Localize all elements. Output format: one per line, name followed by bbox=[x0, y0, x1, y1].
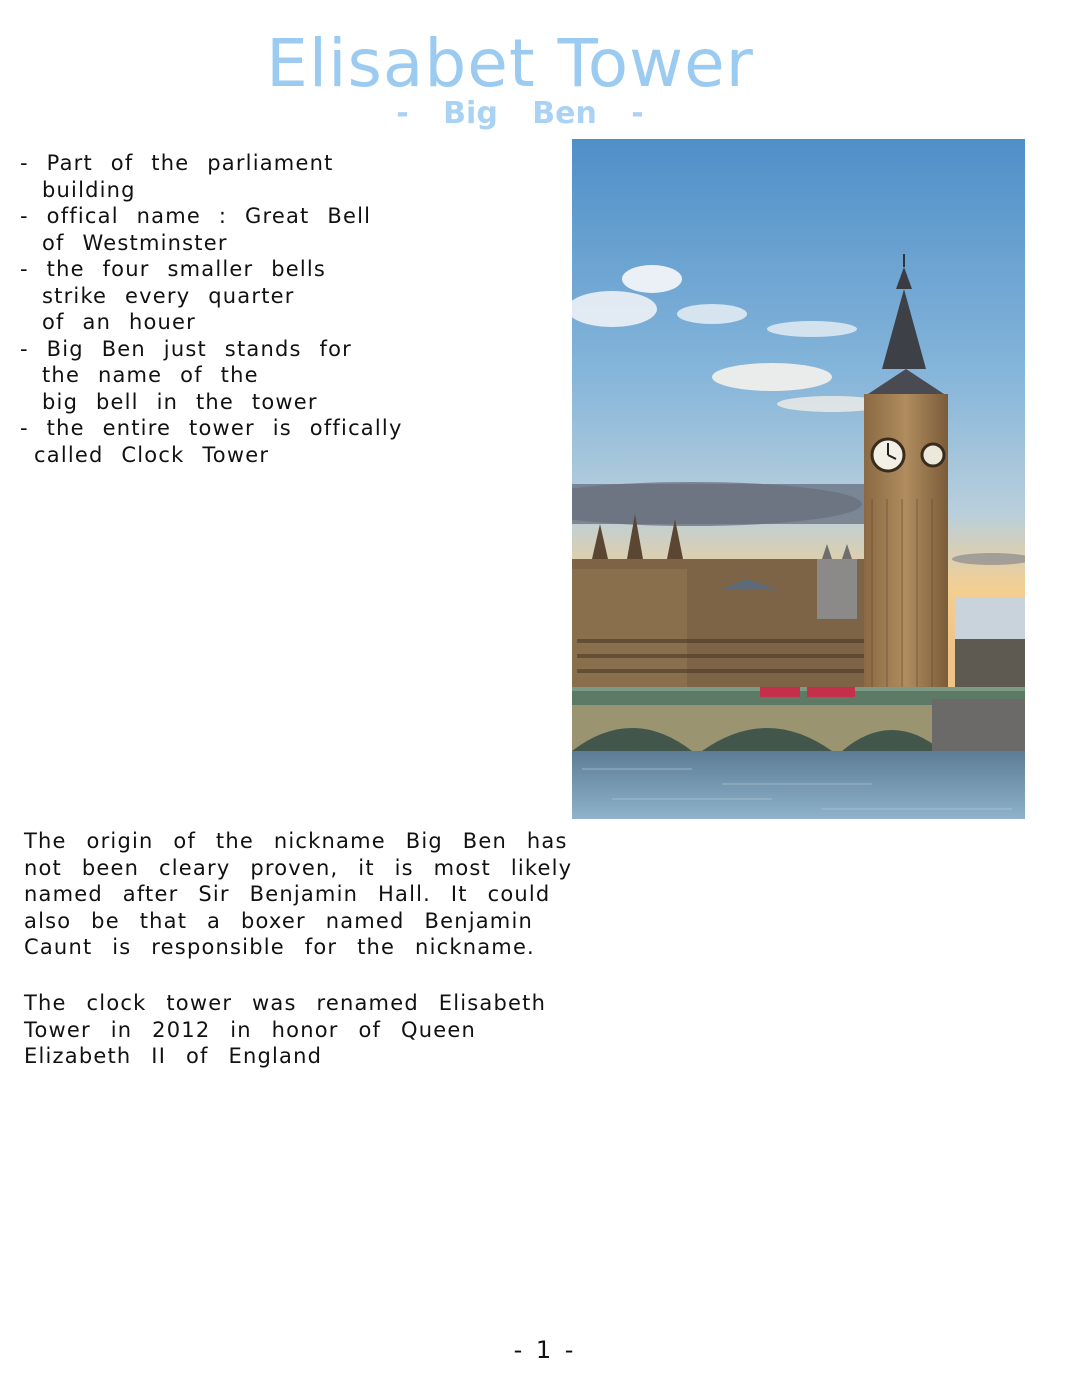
paragraph-line: named after Sir Benjamin Hall. It could bbox=[24, 882, 551, 906]
page-subtitle: - Big Ben - bbox=[396, 96, 644, 131]
bullet-line: - Part of the parliament bbox=[20, 151, 334, 175]
paragraph-line: also be that a boxer named Benjamin bbox=[24, 908, 534, 933]
bullet-line: - Big Ben just stands for bbox=[20, 336, 352, 361]
bullet-line: of Westminster bbox=[42, 230, 228, 255]
paragraph-line: The origin of the nickname Big Ben has bbox=[24, 829, 568, 853]
paragraph-line: The clock tower was renamed Elisabeth bbox=[24, 991, 547, 1015]
bullet-line: called Clock Tower bbox=[34, 442, 270, 467]
origin-paragraph bbox=[24, 828, 704, 961]
bullet-line: - offical name : Great Bell bbox=[20, 204, 372, 228]
bullet-line: of an houer bbox=[42, 310, 196, 334]
paragraph-line: Caunt is responsible for the nickname. bbox=[24, 935, 535, 959]
paragraph-line: Tower in 2012 in honor of Queen bbox=[24, 1017, 476, 1042]
page-title: Elisabet Tower bbox=[266, 25, 754, 102]
big-ben-photo bbox=[572, 139, 1025, 819]
bullet-line: - the four smaller bells bbox=[20, 257, 327, 281]
bullet-line: building bbox=[42, 177, 136, 202]
paragraph-line: Elizabeth II of England bbox=[24, 1044, 323, 1068]
bullet-line: - the entire tower is offically bbox=[20, 416, 403, 440]
bullet-line: strike every quarter bbox=[42, 283, 295, 308]
bullet-line: the name of the bbox=[42, 363, 259, 387]
paragraph-line: not been cleary proven, it is most likely bbox=[24, 855, 573, 880]
bullet-line: big bell in the tower bbox=[42, 389, 318, 414]
page-number: - 1 - bbox=[513, 1336, 577, 1364]
rename-paragraph bbox=[24, 990, 704, 1070]
bullet-list bbox=[20, 150, 460, 468]
